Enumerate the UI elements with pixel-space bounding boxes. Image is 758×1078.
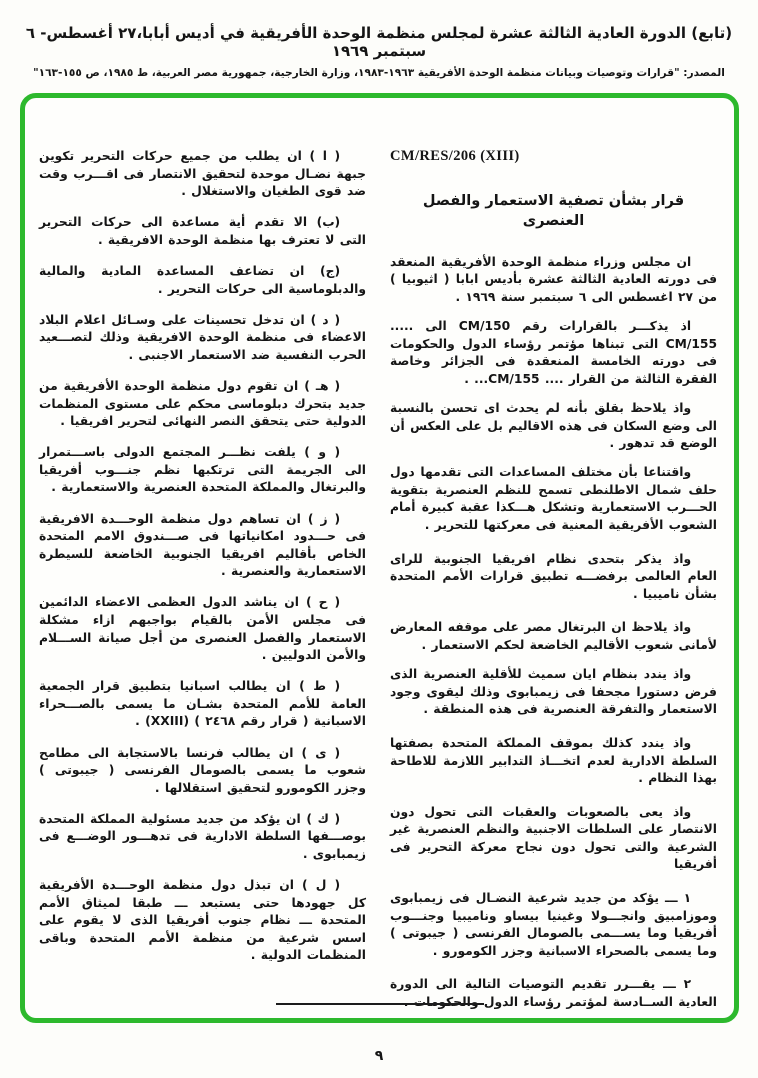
paragraph: واقتناعا بأن مختلف المساعدات التى تقدمها دول حلف شمال الاطلنطى تسمح للنظم العنصرية بتقوية الحـــرب الاستعمارية وتشكل هـــكذا عقبة كبيرة أمام الشعوب الأفريقية المعنية فى معركتها للتحرير . bbox=[390, 465, 717, 533]
paragraph: واذ يلاحظ بقلق بأنه لم يحدث اى تحسن بالنسبة الى وضع السكان فى هذه الاقاليم بل على العكس أن الوضع قد تدهور . bbox=[390, 401, 717, 451]
paragraph: واذ يذكر بتحدى نظام افريقيا الجنوبية للراى العام العالمى برفضـــه تطبيق قرارات الأمم المتحدة بشأن ناميبيا . bbox=[390, 551, 717, 601]
source-citation: المصدر: "قرارات وتوصيات وبيانات منظمة الوحدة الأفريقية ١٩٦٣-١٩٨٣، وزارة الخارجية، جمهورية مصر العربية، ط ١٩٨٥، ص ١٥٥-١٦٣" bbox=[33, 67, 725, 79]
lettered-clause: ( ط ) ان يطالب اسبانيا بتطبيق قرار الجمعية العامة للأمم المتحدة بشـان ما يسمى بالصـــحراء الاسبانية ( قرار رقم ٢٤٦٨ ) (XXIII) . bbox=[39, 679, 366, 729]
paragraph: ان مجلس وزراء منظمة الوحدة الأفريقية المنعقد فى دورته العادية الثالثة عشرة بأديس ابابا ( اثيوبيا ) من ٢٧ اغسطس الى ٦ سبتمبر سنة ١٩٦٩ . bbox=[390, 254, 717, 305]
lettered-clause: ( ح ) ان يناشد الدول العظمى الاعضاء الدائمين فى مجلس الأمن بالقيام بواجبهم ازاء مشكلة الاستعمار والفصل العنصرى من أجل صيانة الســـلام والأمن الدوليين . bbox=[39, 595, 366, 663]
lettered-clause: ( و ) يلفت نظـــر المجتمع الدولى باســـتمرار الى الجريمة التى ترتكبها نظم جنـــوب أفريقيا والبرتغال والمملكة المتحدة العنصرية والاستعمارية . bbox=[39, 445, 366, 495]
lettered-clause: ( ا ) ان يطلب من جميع حركات التحرير تكوين جبهة نضـال موحدة لتحقيق الانتصار فى اقـــرب وقت ضد قوى الطغيان والاستغلال . bbox=[39, 149, 366, 199]
lettered-clause: ( ى ) ان يطالب فرنسا بالاستجابة الى مطامح شعوب ما يسمى بالصومال الفرنسى ( جيبوتى ) وجزر الكومورو لتحقيق استقلالها . bbox=[39, 745, 366, 795]
paragraph: واذ يندد بنظام ايان سميث للأقلية العنصرية الذى فرض دستورا مجحفا فى زيمبابوى وذلك ليقوى وجود الاستعمار والتفرقة العنصرية فى هذه المنطقة . bbox=[390, 667, 717, 717]
lettered-clause: ( هـ ) ان تقوم دول منظمة الوحدة الأفريقية من جديد بتحرك دبلوماسى محكم على مستوى المنظمات الدولية حتى يتحقق النصر النهائى لتحرير افريقيا . bbox=[39, 378, 366, 429]
content-frame bbox=[20, 93, 739, 1023]
lettered-clause: ( د ) ان تدخل تحسينات على وسـائل اعلام البلاد الاعضاء فى منظمة الوحدة الافريقية وذلك لتصـــعيد الحرب النفسية ضد الاستعمار الاجنبى . bbox=[39, 312, 366, 362]
numbered-clause: ٢ ـــ يقـــرر تقديم التوصيات التالية الى الدورة العادية الســادسة لمؤتمر رؤساء الدول والحكومات . bbox=[390, 977, 717, 1010]
resolution-title: قرار بشأن تصفية الاستعمار والفصل العنصرى bbox=[422, 192, 685, 230]
lettered-clause: (ج) ان تضاعف المساعدة المادية والمالية والدبلوماسية الى حركات التحرير . bbox=[39, 263, 366, 296]
column-left bbox=[39, 148, 366, 979]
column-right bbox=[390, 148, 717, 1023]
footnote-rule bbox=[276, 1003, 484, 1005]
paragraph: واذ يندد كذلك بموقف المملكة المتحدة بصفتها السلطة الادارية لعدم اتخـــاذ التدابير اللازمة للاطاحة بهذا النظام . bbox=[390, 735, 717, 786]
paragraph: اذ يذكـــر بالقرارات رقم CM/150 الى ..... CM/155 التى تبناها مؤتمر رؤساء الدول والحكومات فى دورته الخامسة المنعقدة فى الجزائر وخاصة الفقرة الثالثة من القرار .... CM/155... . bbox=[390, 319, 717, 386]
page-number: ٩ bbox=[374, 1048, 384, 1064]
lettered-clause: ( ك ) ان يؤكد من جديد مسئولية المملكة المتحدة بوصـــفها السلطة الادارية فى تدهـــور الوضـــع فى زيمبابوى . bbox=[39, 811, 366, 861]
lettered-clause: ( ل ) ان تبذل دول منظمة الوحـــدة الأفريقية كل جهودها حتى يستبعد ـــ طبقا لميثاق الأمم المتحدة ـــ نظام جنوب أفريقيا الذى لا يقوم على اسس شرعية من منظمة الأمم المتحدة وباقى المنظمات الدولية . bbox=[39, 878, 366, 963]
paragraph: واذ يلاحظ ان البرتغال مصر على موقفه المعارض لأمانى شعوب الأقاليم الخاضعة لحكم الاستعمار . bbox=[390, 620, 717, 653]
two-column-layout bbox=[25, 98, 734, 1023]
resolution-reference: CM/RES/206 (XIII) bbox=[390, 148, 520, 164]
numbered-clause: ١ ـــ يؤكد من جديد شرعية النضـال فى زيمبابوى وموزامبيق وانجـــولا وغينيا بيساو وناميبيا وجنـــوب أفريقيا وما يســـمى بالصومال الفرنسى ( جيبوتى ) وما يسمى بالصحراء الاسبانية وجزر الكومورو . bbox=[390, 891, 717, 958]
page-header bbox=[0, 0, 758, 79]
paragraph: واذ يعى بالصعوبات والعقبات التى تحول دون الانتصار على السلطات الاجنبية والنظم العنصرية غير الشرعية والتى تحول دون نجاح معركة التحرير فى أفريقيا bbox=[390, 804, 717, 872]
session-title: (تابع) الدورة العادية الثالثة عشرة لمجلس منظمة الوحدة الأفريقية في أديس أبابا،٢٧ أغسطس- ٦ سبتمبر ١٩٦٩ bbox=[25, 24, 733, 60]
lettered-clause: (ب) الا تقدم أية مساعدة الى حركات التحرير التى لا تعترف بها منظمة الوحدة الافريقية . bbox=[39, 215, 366, 247]
lettered-clause: ( ز ) ان تساهم دول منظمة الوحـــدة الافريقية فى حـــدود امكانياتها فى صـــندوق الامم المتحدة الخاص بأقاليم افريقيا الجنوبية الخاضعة للسيطرة الاستعمارية والعنصرية . bbox=[39, 511, 366, 579]
